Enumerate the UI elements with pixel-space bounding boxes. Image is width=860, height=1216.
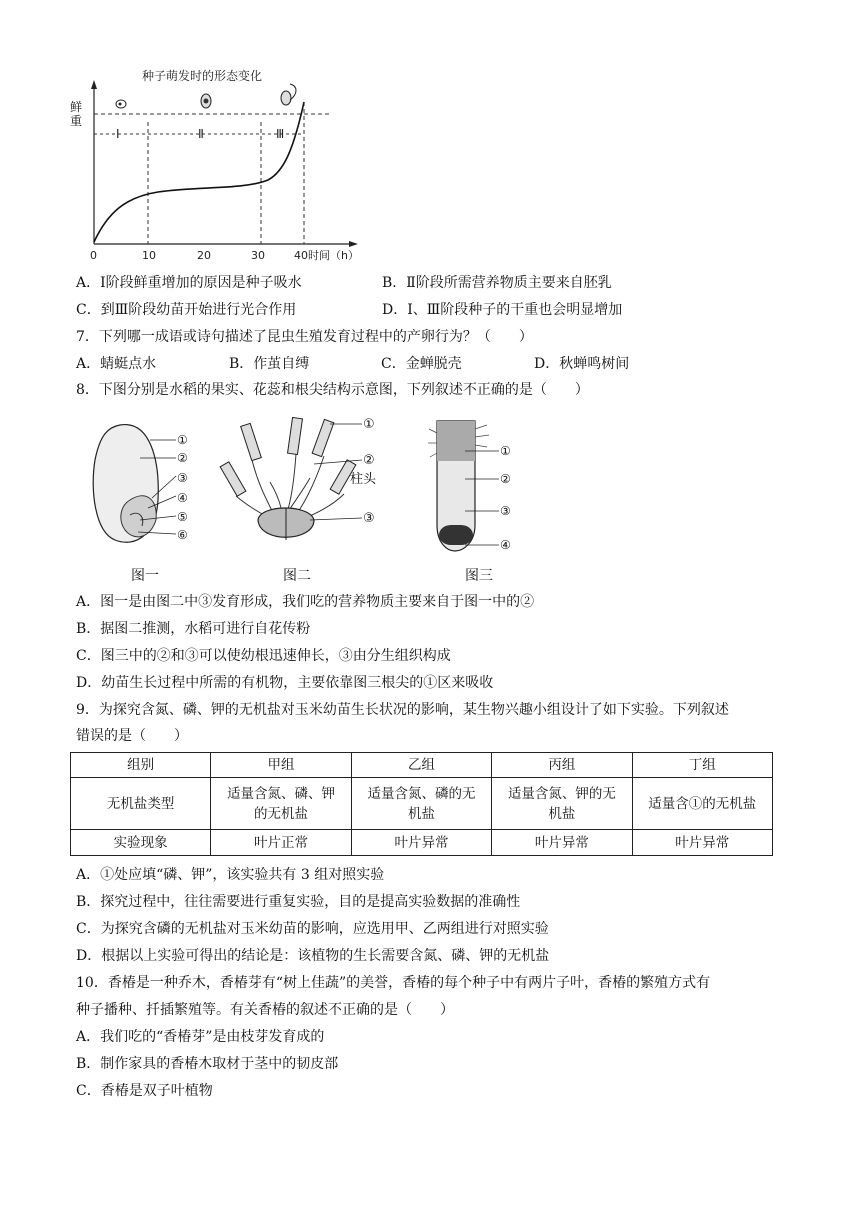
graph-title: 种子萌发时的形态变化 — [142, 69, 263, 83]
q8-option-c: C．图三中的②和③可以使幼根迅速伸长，③由分生组织构成 — [76, 648, 451, 664]
q10-stem-line-2: 种子播种、扦插繁殖等。有关香椿的叙述不正确的是（ ） — [76, 1002, 454, 1018]
q8-option-d: D．幼苗生长过程中所需的有机物，主要依靠图三根尖的①区来吸收 — [76, 675, 494, 691]
seed-icon — [116, 100, 126, 108]
table-header-row — [71, 753, 773, 778]
q8-option-b: B．据图二推测，水稻可进行自花传粉 — [76, 621, 311, 637]
table-row-salt — [71, 778, 773, 830]
table-cell — [632, 778, 772, 830]
fig1-label-3: ③ — [177, 471, 188, 485]
tick-10: 10 — [142, 249, 156, 262]
table-cell: 无机盐类型 — [71, 778, 211, 830]
fig2-stigma-label: 柱头 — [350, 472, 377, 487]
fig1-label-4: ④ — [177, 491, 188, 505]
caption-figure-1: 图一 — [131, 568, 159, 584]
fig1-label-2: ② — [177, 451, 188, 465]
fig2-label-2: ② — [363, 453, 375, 468]
tick-30: 30 — [251, 249, 265, 262]
q6-option-d: D．Ⅰ、Ⅲ阶段种子的干重也会明显增加 — [382, 302, 623, 318]
q9-stem-line-1: 9．为探究含氮、磷、钾的无机盐对玉米幼苗生长状况的影响，某生物兴趣小组设计了如下实验。下列叙述 — [76, 702, 729, 718]
q9-option-c: C．为探究含磷的无机盐对玉米幼苗的影响，应选用甲、乙两组进行对照实验 — [76, 921, 549, 937]
table-cell: 叶片异常 — [351, 830, 491, 856]
cell-line: 适量含氮、磷的无 — [367, 785, 476, 802]
q7-option-a: A．蜻蜓点水 — [76, 356, 157, 372]
seedling-icon — [281, 84, 296, 105]
cell-line: 机盐 — [407, 805, 435, 822]
q10-option-a: A．我们吃的“香椿芽”是由枝芽发育成的 — [76, 1029, 325, 1045]
table-header-cell: 丙组 — [492, 753, 632, 778]
table-header-cell: 组别 — [71, 753, 211, 778]
q10-stem-line-1: 10．香椿是一种乔木，香椿芽有“树上佳蔬”的美誉，香椿的每个种子中有两片子叶，香椿的繁殖方式有 — [76, 975, 711, 991]
table-cell: 叶片异常 — [492, 830, 632, 856]
q7-stem: 7．下列哪一成语或诗句描述了昆虫生殖发育过程中的产卵行为？（ ） — [76, 329, 533, 345]
table-cell — [351, 778, 491, 830]
table-cell — [211, 778, 351, 830]
cell-line: 适量含氮、钾的无 — [507, 785, 616, 802]
q8-option-a: A．图一是由图二中③发育形成，我们吃的营养物质主要来自于图一中的② — [76, 594, 535, 610]
cell-line: 的无机盐 — [254, 805, 309, 822]
table-cell: 叶片异常 — [632, 830, 772, 856]
tick-20: 20 — [197, 249, 211, 262]
graph-ylabel-text: 鲜重 — [70, 100, 83, 128]
figure-1-rice-grain — [90, 420, 200, 550]
fig1-label-5: ⑤ — [177, 510, 188, 524]
q7-option-c: C．金蝉脱壳 — [381, 356, 462, 372]
fig3-label-3: ③ — [500, 504, 511, 518]
table-header-cell: 乙组 — [351, 753, 491, 778]
cell-line: 适量含①的无机盐 — [648, 795, 757, 812]
q8-stem: 8．下图分别是水稻的果实、花蕊和根尖结构示意图，下列叙述不正确的是（ ） — [76, 382, 589, 398]
sprouting-seed-icon — [201, 94, 211, 108]
q6-option-c: C．到Ⅲ阶段幼苗开始进行光合作用 — [76, 302, 297, 318]
q9-option-d: D．根据以上实验可得出的结论是：该植物的生长需要含氮、磷、钾的无机盐 — [76, 948, 550, 964]
fig3-label-1: ① — [500, 444, 511, 458]
fig2-label-3: ③ — [363, 511, 375, 526]
fig1-label-1: ① — [177, 433, 188, 447]
table-cell — [492, 778, 632, 830]
figure-2-rice-flower — [210, 412, 390, 557]
stage-3: Ⅲ — [276, 127, 285, 141]
cell-line: 机盐 — [548, 805, 576, 822]
table-row-result — [71, 830, 773, 856]
graph-xlabel: 时间（h） — [308, 249, 359, 262]
table-header-cell: 丁组 — [632, 753, 772, 778]
table-cell: 叶片正常 — [211, 830, 351, 856]
q6-option-a: A．Ⅰ阶段鲜重增加的原因是种子吸水 — [76, 275, 302, 291]
q6-option-b: B．Ⅱ阶段所需营养物质主要来自胚乳 — [382, 275, 612, 291]
fig3-label-4: ④ — [500, 538, 511, 552]
figure-3-root-tip — [425, 415, 535, 555]
q10-option-c: C．香椿是双子叶植物 — [76, 1083, 213, 1099]
q7-option-b: B．作茧自缚 — [229, 356, 310, 372]
tick-40: 40 — [294, 249, 308, 262]
cell-line: 适量含氮、磷、钾 — [227, 785, 336, 802]
germination-graph — [68, 62, 368, 272]
fig3-label-2: ② — [500, 472, 511, 486]
experiment-table — [70, 752, 773, 856]
fig2-label-1: ① — [363, 417, 375, 432]
tick-0: 0 — [90, 249, 97, 262]
fig1-label-6: ⑥ — [177, 528, 188, 542]
table-cell: 实验现象 — [71, 830, 211, 856]
stage-2: Ⅱ — [198, 127, 204, 141]
table-header-cell: 甲组 — [211, 753, 351, 778]
caption-figure-2: 图二 — [283, 568, 311, 584]
q10-option-b: B．制作家具的香椿木取材于茎中的韧皮部 — [76, 1056, 339, 1072]
q9-stem-line-2: 错误的是（ ） — [76, 728, 188, 744]
stage-1: Ⅰ — [116, 127, 120, 141]
q9-option-b: B．探究过程中，往往需要进行重复实验，目的是提高实验数据的准确性 — [76, 894, 521, 910]
q7-option-d: D．秋蝉鸣树间 — [534, 356, 630, 372]
caption-figure-3: 图三 — [465, 568, 493, 584]
q9-option-a: A．①处应填“磷、钾”，该实验共有 3 组对照实验 — [76, 867, 385, 883]
